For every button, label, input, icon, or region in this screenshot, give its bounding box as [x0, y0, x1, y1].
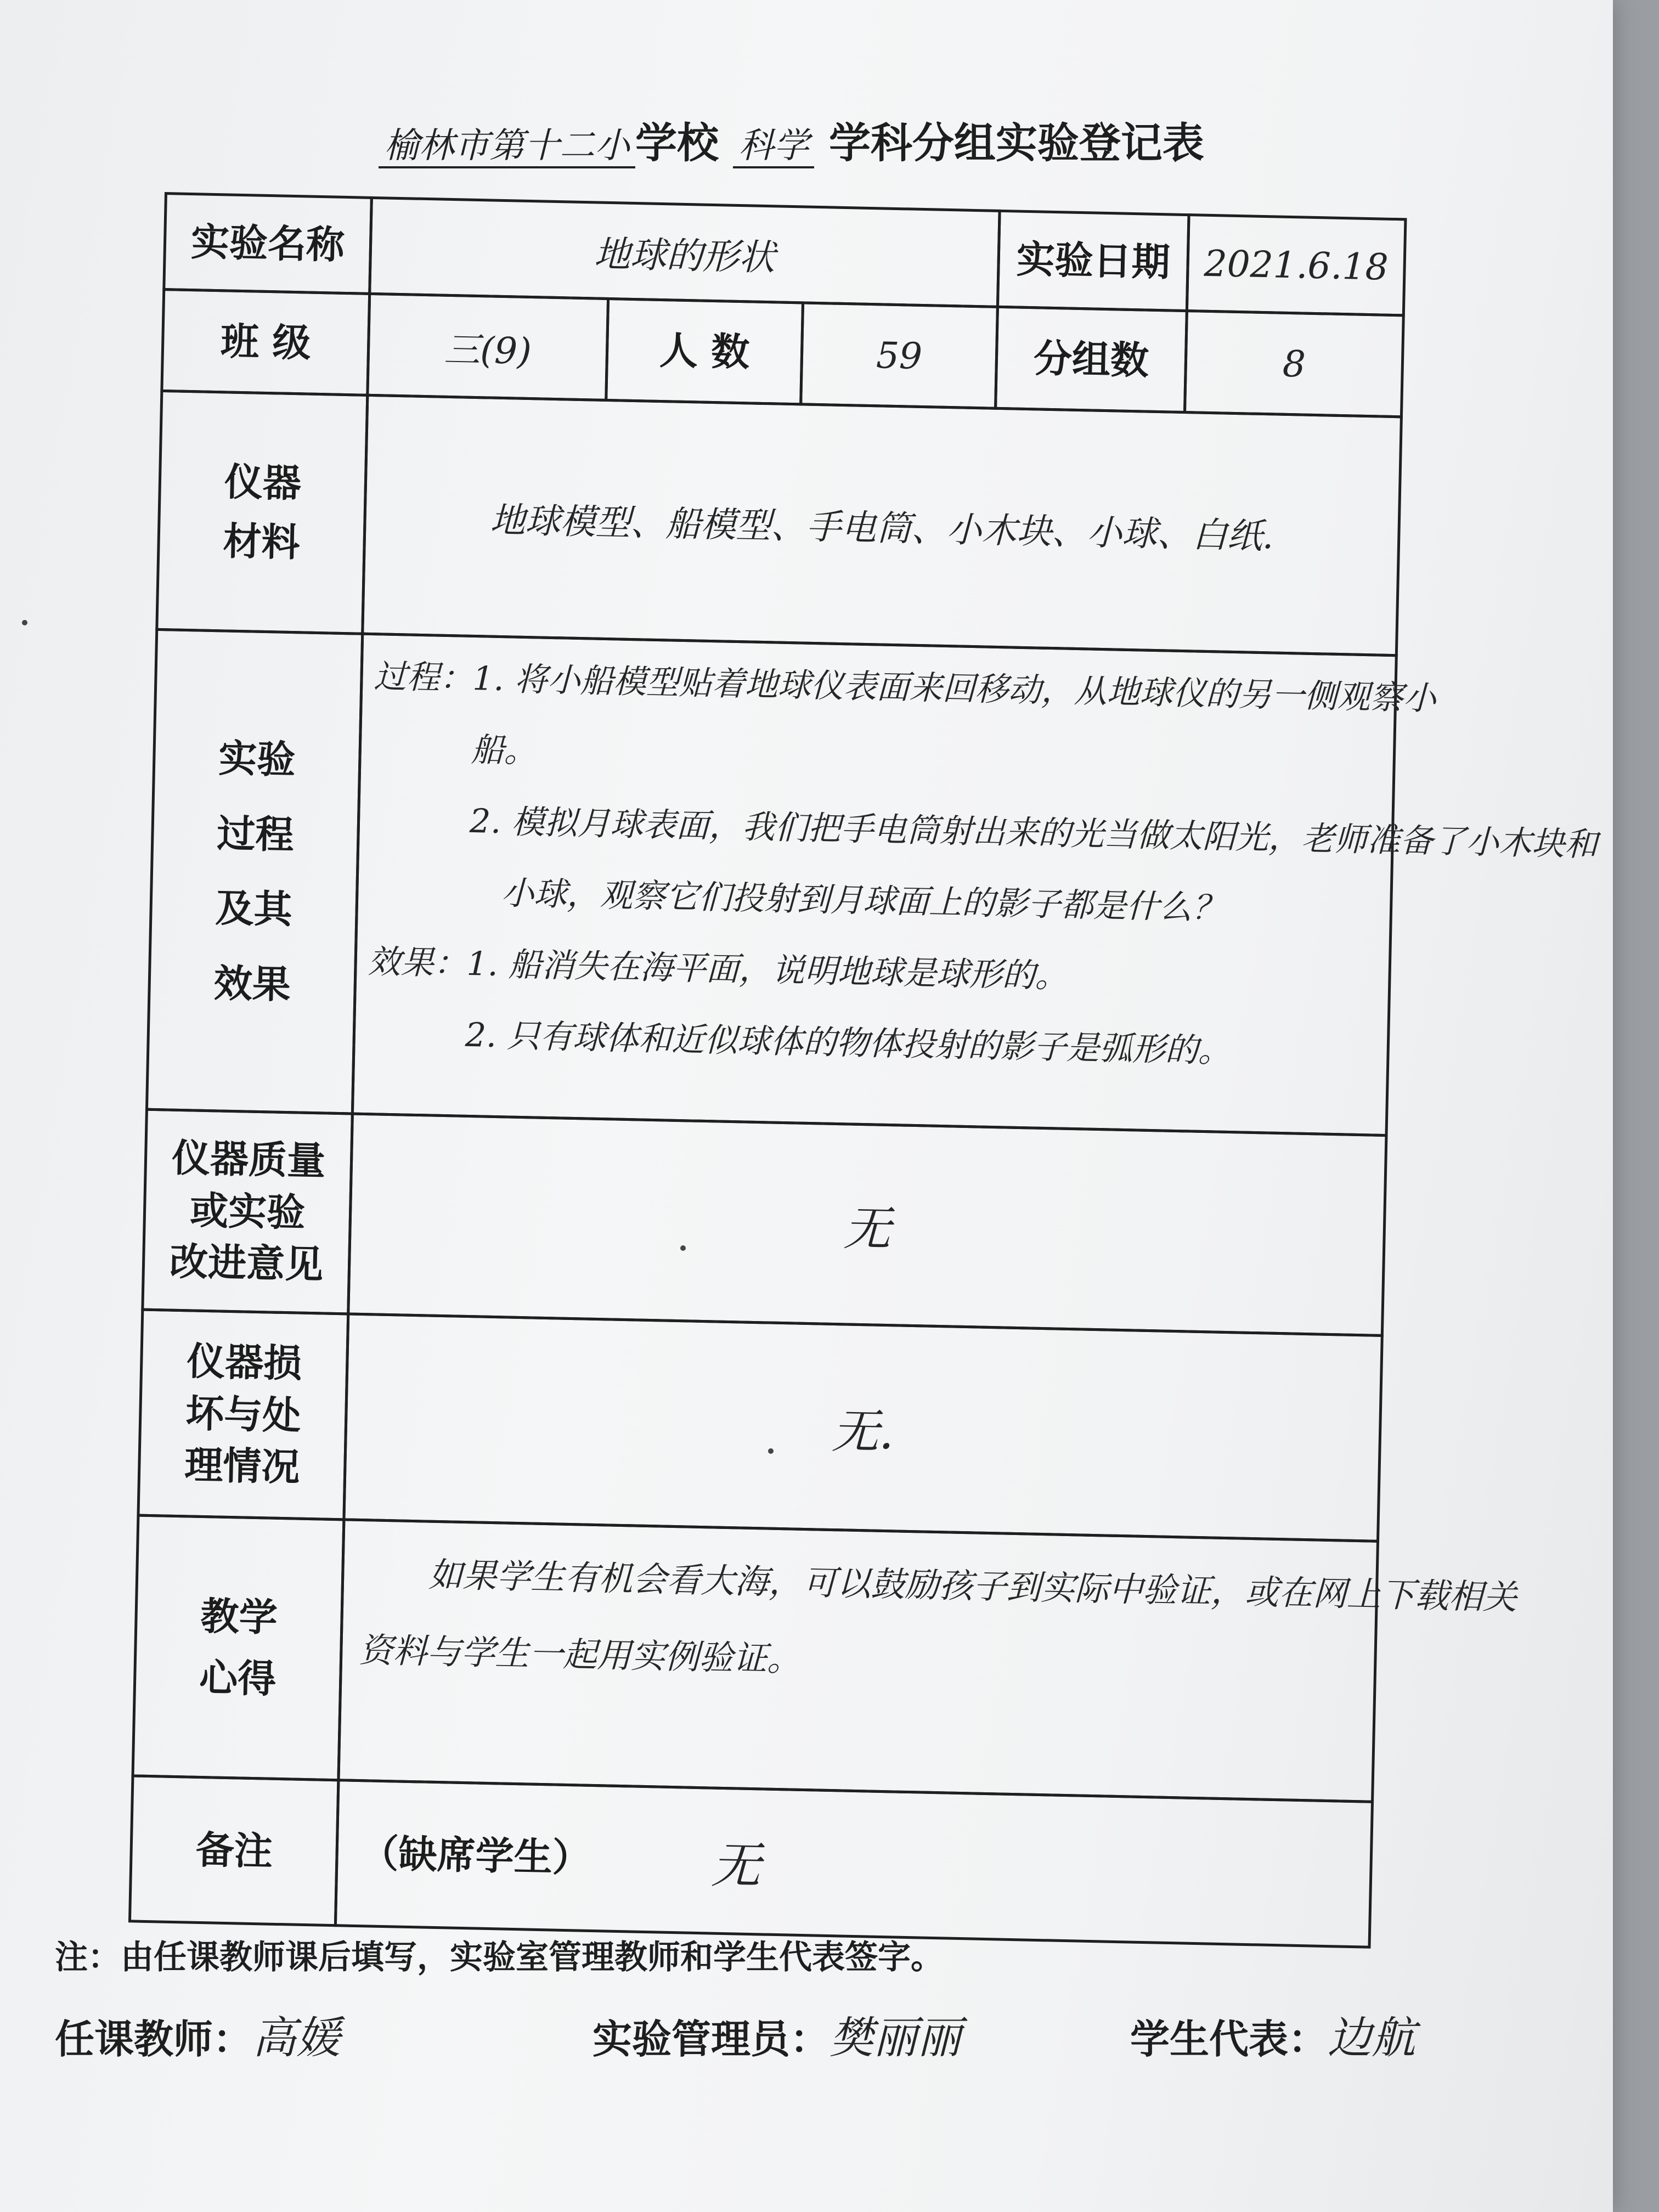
experiment-name-label-cell — [162, 192, 373, 295]
paper-speck — [680, 1245, 686, 1251]
school-name: 榆林市第十二小 — [379, 126, 635, 168]
materials-label-line: 仪器 — [224, 459, 302, 506]
form-title — [379, 110, 1311, 176]
remarks-label: 备注 — [195, 1827, 273, 1874]
class-value: 三(9) — [443, 328, 532, 373]
quality-label-cell — [141, 1108, 354, 1316]
quality-label-line: 改进意见 — [169, 1239, 324, 1288]
remarks-cell — [334, 1779, 1374, 1949]
process-label-line: 效果 — [213, 960, 291, 1007]
process-label-line: 过程 — [216, 810, 295, 857]
process-label-line: 及其 — [215, 885, 293, 933]
damage-label-line: 仪器损 — [186, 1339, 303, 1386]
paper-speck — [768, 1448, 774, 1454]
teaching-text — [358, 1535, 1517, 1713]
count-cell — [799, 301, 999, 409]
student-label: 学生代表： — [1130, 2016, 1328, 2062]
process-label-cell — [145, 628, 364, 1115]
materials-value: 地球模型、船模型、手电筒、小木块、小球、白纸. — [489, 500, 1274, 557]
process-line: 船。 — [372, 729, 538, 771]
process-text — [366, 641, 1601, 1094]
groups-label: 分组数 — [1033, 335, 1149, 383]
process-line: 效果：1. 船消失在海平面，说明地球是球形的。 — [367, 943, 1069, 996]
teaching-label-line: 心得 — [199, 1655, 277, 1702]
groups-label-cell — [994, 306, 1188, 414]
admin-signature: 樊丽丽 — [830, 2012, 962, 2063]
school-suffix: 学校 — [635, 119, 719, 167]
student-signature-row — [1130, 2002, 1415, 2066]
quality-label-line: 或实验 — [189, 1188, 306, 1235]
date-label-cell — [996, 210, 1190, 312]
teacher-label: 任课教师： — [55, 2016, 253, 2062]
process-line: 过程：1. 将小船模型贴着地球仪表面来回移动，从地球仪的另一侧观察小 — [373, 657, 1437, 718]
process-line: 2. 只有球体和近似球体的物体投射的影子是弧形的。 — [366, 1014, 1232, 1071]
teaching-label-cell — [131, 1514, 345, 1781]
groups-cell — [1183, 309, 1405, 418]
groups-value: 8 — [1282, 342, 1306, 386]
admin-signature-row — [592, 2002, 961, 2066]
teaching-label-line: 教学 — [200, 1593, 278, 1640]
damage-label-cell — [137, 1308, 349, 1521]
class-label-cell — [160, 288, 371, 397]
title-suffix: 学科分组实验登记表 — [828, 119, 1204, 167]
quality-cell — [347, 1112, 1387, 1336]
experiment-name-cell — [368, 196, 1001, 308]
damage-cell — [342, 1312, 1384, 1542]
count-label: 人 数 — [659, 328, 751, 375]
class-cell — [366, 292, 610, 402]
quality-label-line: 仪器质量 — [171, 1135, 326, 1184]
materials-cell — [361, 394, 1403, 657]
class-label: 班 级 — [220, 318, 312, 366]
remarks-label-cell — [128, 1774, 340, 1927]
damage-label-line: 理情况 — [184, 1442, 301, 1490]
absent-label: （缺席学生） — [359, 1830, 591, 1881]
count-label-cell — [605, 297, 804, 405]
experiment-form-table — [128, 192, 1598, 1941]
teaching-line: 资料与学生一起用实例验证。 — [358, 1630, 802, 1679]
teacher-signature-row — [55, 2002, 340, 2066]
subject-name: 科学 — [733, 126, 814, 168]
admin-label: 实验管理员： — [592, 2016, 830, 2062]
teaching-line: 如果学生有机会看大海，可以鼓励孩子到实际中验证，或在网上下载相关 — [360, 1553, 1517, 1618]
process-label-line: 实验 — [218, 736, 296, 783]
quality-value: 无 — [843, 1201, 891, 1257]
materials-label-cell — [155, 390, 369, 635]
experiment-name-label: 实验名称 — [190, 219, 345, 268]
absent-value: 无 — [710, 1836, 761, 1895]
student-signature: 边航 — [1328, 2012, 1416, 2063]
date-value: 2021.6.18 — [1203, 242, 1389, 289]
footnote: 注：由任课教师课后填写，实验室管理教师和学生代表签字。 — [55, 1938, 944, 1977]
process-line: 2. 模拟月球表面，我们把手电筒射出来的光当做太阳光，老师准备了小木块和 — [370, 800, 1598, 864]
materials-label-line: 材料 — [222, 518, 301, 566]
process-line: 小球，观察它们投射到月球面上的影子都是什么？ — [369, 871, 1226, 928]
experiment-name-value: 地球的形状 — [594, 232, 776, 279]
paper-speck — [22, 620, 27, 625]
teacher-signature: 高媛 — [252, 2012, 341, 2063]
damage-value: 无. — [831, 1403, 895, 1460]
damage-label-line: 坏与处 — [185, 1391, 302, 1438]
date-cell — [1186, 213, 1407, 317]
date-label: 实验日期 — [1015, 236, 1171, 285]
count-value: 59 — [876, 334, 923, 377]
